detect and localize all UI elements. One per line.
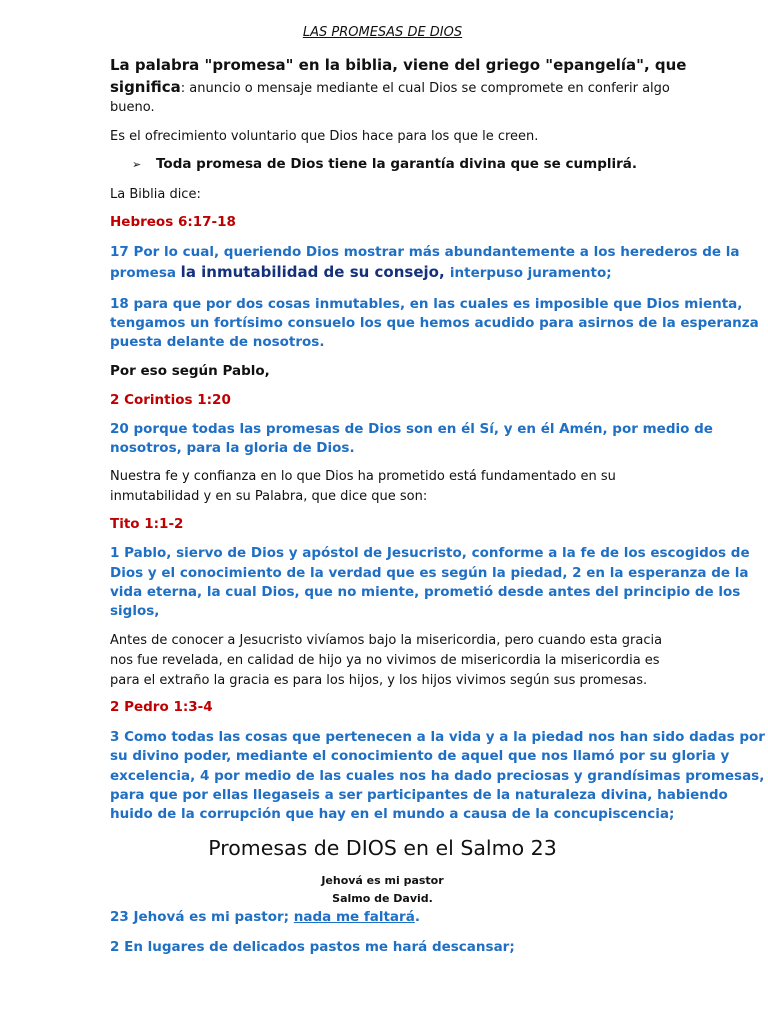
offer-paragraph: Es el ofrecimiento voluntario que Dios hace para los que le creen. bbox=[110, 129, 539, 144]
hebreos-17-emphasis: la inmutabilidad de su consejo, bbox=[180, 263, 450, 281]
hebreos-17-line-1: 17 Por lo cual, queriendo Dios mostrar más abundantemente a los herederos de la bbox=[110, 244, 740, 260]
pedro-line: para que por ellas llegaseis a ser participantes de la naturaleza divina, habiendo bbox=[110, 787, 728, 803]
nada-me-faltara-link[interactable]: nada me faltará bbox=[293, 909, 415, 925]
tito-line: 1 Pablo, siervo de Dios y apóstol de Jesucristo, conforme a la fe de los escogidos de bbox=[110, 545, 750, 561]
pedro-line: su divino poder, mediante el conocimiento de aquel que nos llamó por su gloria y bbox=[110, 748, 730, 764]
mercy-line: Antes de conocer a Jesucristo vivíamos bajo la misericordia, pero cuando esta gracia bbox=[110, 633, 663, 648]
intro-line-3: bueno. bbox=[110, 100, 155, 115]
hebreos-17-part-c: interpuso juramento; bbox=[449, 265, 612, 281]
intro-line-1: La palabra "promesa" en la biblia, viene del griego "epangelía", que bbox=[110, 56, 687, 74]
salmo-23-period: . bbox=[414, 909, 420, 925]
intro-line-2 bbox=[110, 77, 670, 99]
bible-says: La Biblia dice: bbox=[110, 187, 201, 202]
salmo-subtitle-author: Salmo de David. bbox=[332, 892, 433, 905]
ref-hebreos: Hebreos 6:17-18 bbox=[110, 214, 236, 230]
tito-line: Dios y el conocimiento de la verdad que es según la piedad, 2 en la esperanza de la bbox=[110, 565, 749, 581]
intro-definition: : anuncio o mensaje mediante el cual Dios se compromete en conferir algo bbox=[180, 81, 670, 96]
ref-tito: Tito 1:1-2 bbox=[110, 516, 184, 532]
salmo-heading: Promesas de DIOS en el Salmo 23 bbox=[208, 836, 557, 860]
bullet-item bbox=[132, 156, 637, 172]
pedro-line: huido de la corrupción que hay en el mundo a causa de la concupiscencia; bbox=[110, 806, 675, 822]
salmo-23-verse-2: 2 En lugares de delicados pastos me hará descansar; bbox=[110, 939, 515, 955]
ref-corintios: 2 Corintios 1:20 bbox=[110, 392, 231, 408]
mercy-line: nos fue revelada, en calidad de hijo ya no vivimos de misericordia la misericordia es bbox=[110, 653, 660, 668]
pedro-line: 3 Como todas las cosas que pertenecen a la vida y a la piedad nos han sido dadas por bbox=[110, 729, 765, 745]
salmo-subtitle: Jehová es mi pastor bbox=[321, 874, 444, 887]
bullet-text: Toda promesa de Dios tiene la garantía divina que se cumplirá. bbox=[156, 156, 638, 172]
hebreos-17-part-a: promesa bbox=[110, 265, 181, 281]
hebreos-17-line-2 bbox=[110, 263, 612, 284]
document-title: LAS PROMESAS DE DIOS bbox=[302, 25, 463, 40]
pablo-intro: Por eso según Pablo, bbox=[110, 363, 270, 379]
pedro-line: excelencia, 4 por medio de las cuales nos ha dado preciosas y grandísimas promesas, bbox=[110, 768, 765, 784]
corintios-20-line: 20 porque todas las promesas de Dios son en él Sí, y en él Amén, por medio de bbox=[110, 421, 713, 437]
ref-pedro: 2 Pedro 1:3-4 bbox=[110, 699, 213, 715]
intro-bold-word: significa bbox=[110, 78, 181, 96]
hebreos-18-line: puesta delante de nosotros. bbox=[110, 334, 325, 350]
arrow-bullet-icon: ➢ bbox=[132, 158, 142, 171]
salmo-23-text: 23 Jehová es mi pastor; bbox=[110, 909, 294, 925]
mercy-line: para el extraño la gracia es para los hijos, y los hijos vivimos según sus promesas. bbox=[110, 673, 648, 688]
hebreos-18-line: tengamos un fortísimo consuelo los que hemos acudido para asirnos de la esperanza bbox=[110, 315, 759, 331]
faith-line: Nuestra fe y confianza en lo que Dios ha prometido está fundamentado en su bbox=[110, 469, 616, 484]
corintios-20-line: nosotros, para la gloria de Dios. bbox=[110, 440, 355, 456]
faith-line: inmutabilidad y en su Palabra, que dice que son: bbox=[110, 489, 428, 504]
hebreos-18-line: 18 para que por dos cosas inmutables, en las cuales es imposible que Dios mienta, bbox=[110, 296, 743, 312]
salmo-23-verse-1 bbox=[110, 908, 420, 928]
tito-line: vida eterna, la cual Dios, que no miente, prometió desde antes del principio de los bbox=[110, 584, 741, 600]
tito-line: siglos, bbox=[110, 603, 160, 619]
